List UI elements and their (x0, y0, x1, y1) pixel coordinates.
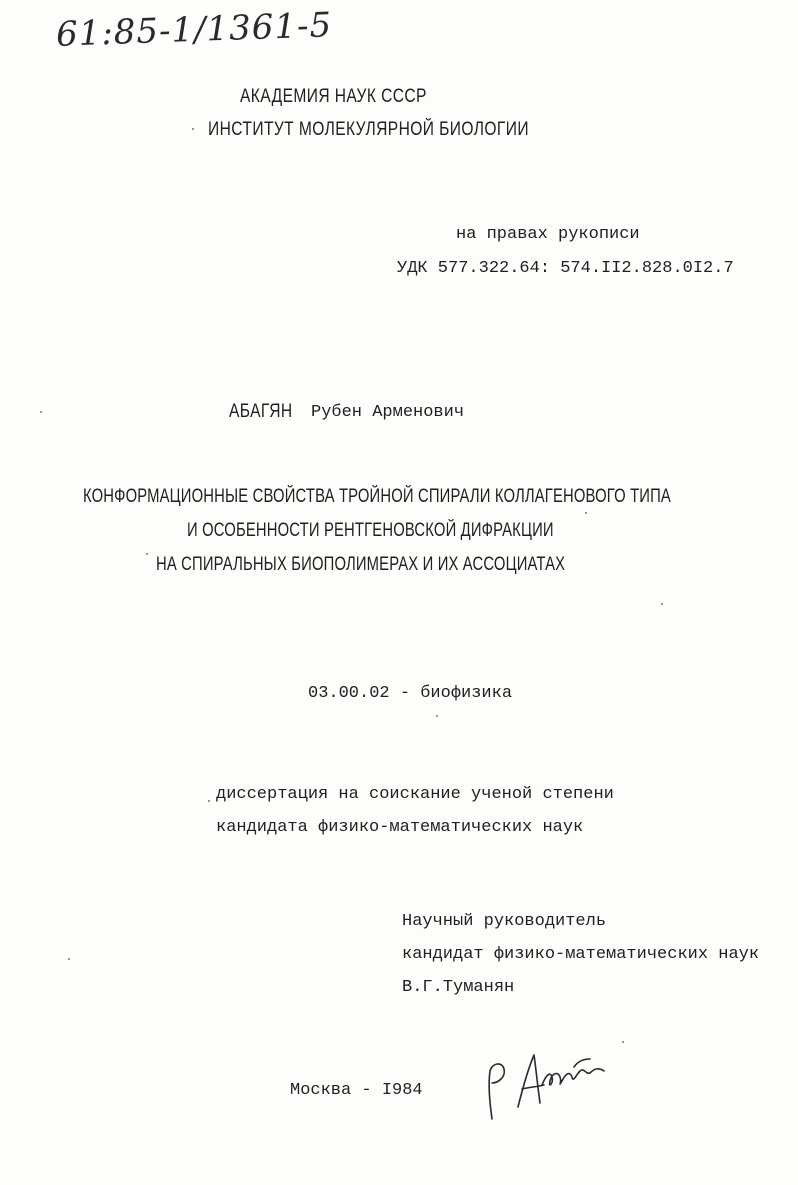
scan-speck (622, 1041, 624, 1043)
degree-line-1: диссертация на соискание ученой степени (216, 785, 614, 804)
udc-code: УДК 577.322.64: 574.II2.828.0I2.7 (397, 259, 734, 278)
specialty-code: 03.00.02 - биофизика (308, 684, 513, 703)
academy-name: АКАДЕМИЯ НАУК СССР (240, 86, 427, 107)
archive-mark: 61:85-1/1361-5 (55, 5, 333, 55)
place-year: Москва - I984 (290, 1081, 423, 1100)
title-line-2: И ОСОБЕННОСТИ РЕНТГЕНОВСКОЙ ДИФРАКЦИИ (187, 520, 554, 541)
degree-line-2: кандидата физико-математических наук (216, 818, 584, 837)
scan-speck (661, 603, 663, 605)
scan-speck (146, 553, 148, 555)
scan-speck (40, 411, 42, 413)
author-name: Рубен Арменович (311, 403, 465, 422)
title-line-1: КОНФОРМАЦИОННЫЕ СВОЙСТВА ТРОЙНОЙ СПИРАЛИ КОЛЛАГЕНОВОГО ТИПА (83, 486, 671, 507)
institute-name: ИНСТИТУТ МОЛЕКУЛЯРНОЙ БИОЛОГИИ (208, 119, 529, 140)
supervisor-label: Научный руководитель (402, 912, 607, 931)
supervisor-title: кандидат физико-математических наук (402, 945, 760, 964)
scan-speck (436, 715, 438, 717)
manuscript-rights: на правах рукописи (456, 225, 640, 244)
scan-speck (68, 958, 70, 960)
scan-speck (585, 512, 587, 514)
scan-speck (208, 800, 210, 802)
scan-speck (192, 128, 194, 130)
title-line-3: НА СПИРАЛЬНЫХ БИОПОЛИМЕРАХ И ИХ АССОЦИАТАХ (156, 554, 566, 575)
author-surname: АБАГЯН (229, 401, 293, 422)
signature (478, 1045, 628, 1125)
supervisor-name: В.Г.Туманян (402, 978, 515, 997)
